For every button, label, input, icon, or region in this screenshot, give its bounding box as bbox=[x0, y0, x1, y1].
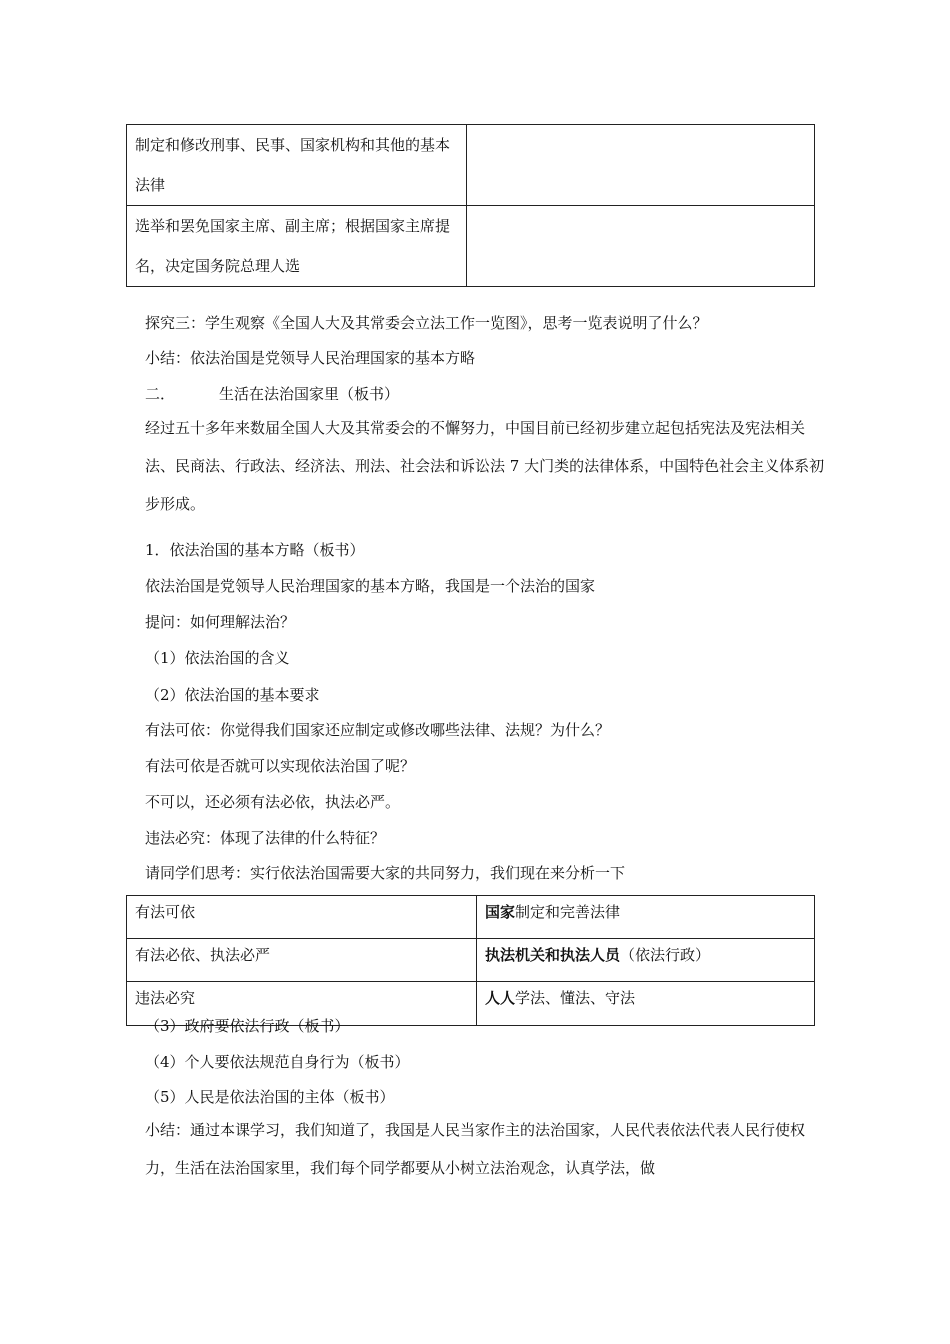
rule-of-law-table bbox=[126, 895, 815, 1026]
table-cell: 制定和修改刑事、民事、国家机构和其他的基本法律 bbox=[127, 125, 467, 206]
table-cell: 有法可依 bbox=[127, 896, 477, 939]
table-row bbox=[127, 206, 815, 287]
table-cell bbox=[477, 896, 815, 939]
paragraph-answer: 不可以，还必须有法必依，执法必严。 bbox=[145, 793, 401, 811]
table-row bbox=[127, 125, 815, 206]
bold-text: 人人 bbox=[485, 989, 516, 1007]
paragraph-summary: 小结：依法治国是党领导人民治理国家的基本方略 bbox=[145, 349, 476, 367]
powers-table bbox=[126, 124, 815, 287]
bold-text: 国家 bbox=[485, 903, 516, 921]
list-item-government: （3）政府要依法行政（板书） bbox=[145, 1017, 350, 1035]
paragraph-conclusion: 小结：通过本课学习，我们知道了，我国是人民当家作主的法治国家，人民代表依法代表人民行使权力，生活在法治国家里，我们每个同学都要从小树立法治观念，认真学法，做 bbox=[145, 1121, 806, 1177]
table-cell: 违法必究 bbox=[127, 982, 477, 1026]
list-item-requirements: （2）依法治国的基本要求 bbox=[145, 686, 320, 704]
section-heading-two bbox=[145, 383, 825, 404]
section-title: 生活在法治国家里（板书） bbox=[219, 385, 400, 403]
list-item-individual: （4）个人要依法规范自身行为（板书） bbox=[145, 1053, 410, 1071]
paragraph-basic-strategy: 依法治国是党领导人民治理国家的基本方略，我国是一个法治的国家 bbox=[145, 577, 596, 595]
cell-text: 学法、懂法、守法 bbox=[515, 989, 636, 1007]
section-number: 二． bbox=[145, 385, 176, 403]
paragraph-violations: 违法必究：体现了法律的什么特征？ bbox=[145, 829, 386, 847]
table-row bbox=[127, 896, 815, 939]
bold-text: 执法机关和执法人员 bbox=[485, 946, 621, 964]
paragraph-question-two: 有法可依是否就可以实现依法治国了呢？ bbox=[145, 757, 416, 775]
cell-text: 制定和完善法律 bbox=[515, 903, 621, 921]
cell-text: （依法行政） bbox=[620, 946, 711, 964]
paragraph-question: 提问：如何理解法治？ bbox=[145, 613, 296, 631]
table-row bbox=[127, 939, 815, 982]
table-cell: 有法必依、执法必严 bbox=[127, 939, 477, 982]
table-cell bbox=[477, 939, 815, 982]
list-item-meaning: （1）依法治国的含义 bbox=[145, 649, 290, 667]
paragraph-think: 请同学们思考：实行依法治国需要大家的共同努力，我们现在来分析一下 bbox=[145, 864, 626, 882]
paragraph-legal-system: 经过五十多年来数届全国人大及其常委会的不懈努力，中国目前已经初步建立起包括宪法及宪法相关法、民商法、行政法、经济法、刑法、社会法和诉讼法 7 大门类的法律体系，中国特色社会主义体系初步形成。 bbox=[145, 419, 825, 513]
subheading-basic-strategy: 1．依法治国的基本方略（板书） bbox=[145, 541, 365, 559]
list-item-people: （5）人民是依法治国的主体（板书） bbox=[145, 1088, 395, 1106]
table-cell-empty bbox=[467, 125, 815, 206]
table-cell-empty bbox=[467, 206, 815, 287]
table-cell: 选举和罢免国家主席、副主席；根据国家主席提名，决定国务院总理人选 bbox=[127, 206, 467, 287]
paragraph-explore-three: 探究三：学生观察《全国人大及其常委会立法工作一览图》，思考一览表说明了什么？ bbox=[145, 314, 708, 332]
paragraph-laws-to-follow: 有法可依：你觉得我们国家还应制定或修改哪些法律、法规？为什么？ bbox=[145, 721, 611, 739]
